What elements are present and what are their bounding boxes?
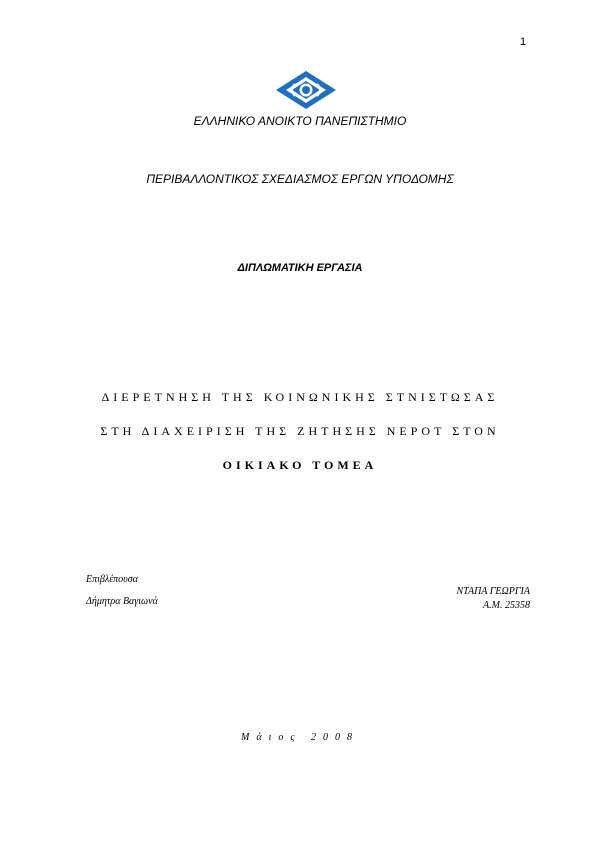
thesis-title-line-2: ΣΤΗ ΔΙΑΧΕΙΡΙΣΗ ΤΗΣ ΖΗΤΗΣΗΣ ΝΕΡΟΤ ΣΤΟΝ xyxy=(100,424,500,438)
document-type: ΔΙΠΛΩΜΑΤΙΚΗ ΕΡΓΑΣΙΑ xyxy=(237,262,363,274)
university-logo-icon xyxy=(275,70,337,110)
university-name: ΕΛΛΗΝΙΚΟ ΑΝΟΙΚΤΟ ΠΑΝΕΠΙΣΤΗΜΙΟ xyxy=(193,114,407,128)
supervisor-name: Δήμητρα Βαγιωνά xyxy=(86,596,158,607)
author-student-id: Α.Μ. 25358 xyxy=(483,600,530,611)
thesis-title-line-3: ΟΙΚΙΑΚΟ ΤΟΜΕΑ xyxy=(222,458,378,472)
author-name: ΝΤΑΠΑ ΓΕΩΡΓΙΑ xyxy=(456,586,530,597)
submission-date: Μάιος 2008 xyxy=(241,732,359,743)
supervisor-label: Επιβλέπουσα xyxy=(86,574,138,585)
program-name: ΠΕΡΙΒΑΛΛΟΝΤΙΚΟΣ ΣΧΕΔΙΑΣΜΟΣ ΕΡΓΩΝ ΥΠΟΔΟΜΗΣ xyxy=(146,172,454,186)
page-number: 1 xyxy=(520,36,527,48)
thesis-title-line-1: ΔΙΕΡΕΤΝΗΣΗ ΤΗΣ ΚΟΙΝΩΝΙΚΗΣ ΣΤΝΙΣΤΩΣΑΣ xyxy=(101,390,499,404)
